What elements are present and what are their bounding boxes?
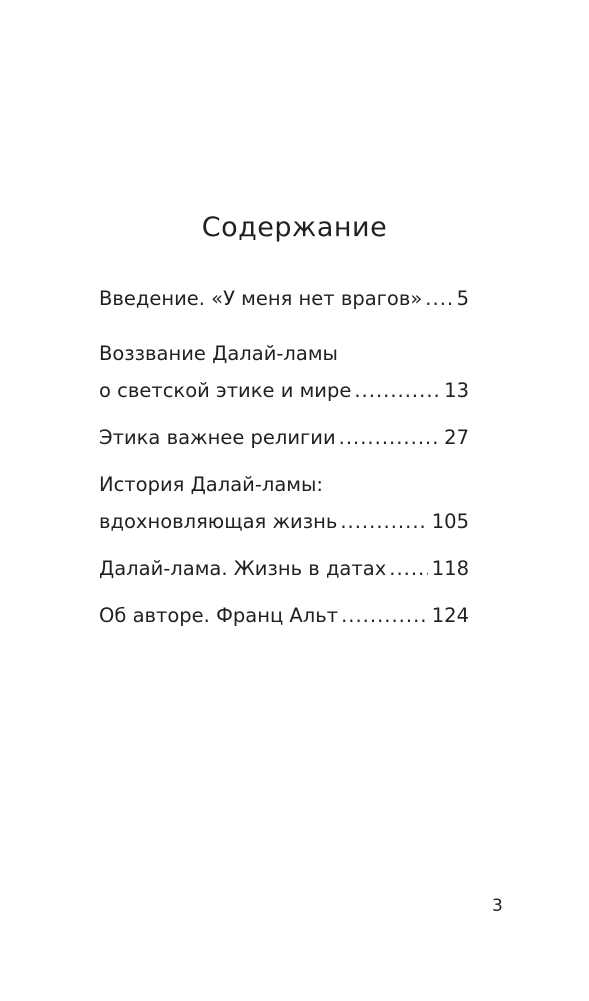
toc-entry-history[interactable] <box>99 466 469 540</box>
toc-line <box>99 503 469 540</box>
toc-line <box>99 550 469 587</box>
toc-entry-title-continued: вдохновляющая жизнь <box>99 510 338 533</box>
toc-entry-page: 105 <box>431 510 469 533</box>
dot-leader <box>341 597 428 634</box>
toc-entry-timeline[interactable] <box>99 550 469 587</box>
toc-line <box>99 466 469 503</box>
toc-entry-about-author[interactable] <box>99 597 469 634</box>
toc-entry-title: Этика важнее религии <box>99 426 336 449</box>
toc-line <box>99 597 469 634</box>
toc-entry-page: 27 <box>444 426 469 449</box>
toc-entry-introduction[interactable] <box>99 280 469 317</box>
toc-entry-page: 124 <box>431 604 469 627</box>
dot-leader <box>340 503 427 540</box>
dot-leader <box>389 550 428 587</box>
dot-leader <box>354 372 440 409</box>
toc-entry-title: Введение. «У меня нет врагов» <box>99 287 423 310</box>
toc-entry-appeal[interactable] <box>99 335 469 409</box>
toc-entry-page: 118 <box>431 557 469 580</box>
toc-line <box>99 419 469 456</box>
toc-entry-ethics[interactable] <box>99 419 469 456</box>
toc-entry-title: История Далай-ламы: <box>99 473 323 496</box>
page-number: 3 <box>492 896 503 916</box>
toc-line <box>99 335 469 372</box>
toc-entry-title: Об авторе. Франц Альт <box>99 604 339 627</box>
table-of-contents <box>99 280 469 644</box>
page-title: Содержание <box>201 212 388 243</box>
toc-line <box>99 280 469 317</box>
toc-entry-page: 5 <box>456 287 469 310</box>
toc-entry-page: 13 <box>444 379 469 402</box>
toc-entry-title: Воззвание Далай-ламы <box>99 342 338 365</box>
toc-line <box>99 372 469 409</box>
dot-leader <box>339 419 441 456</box>
toc-entry-title: Далай-лама. Жизнь в датах <box>99 557 387 580</box>
toc-entry-title-continued: о светской этике и мире <box>99 379 352 402</box>
dot-leader <box>425 280 452 317</box>
